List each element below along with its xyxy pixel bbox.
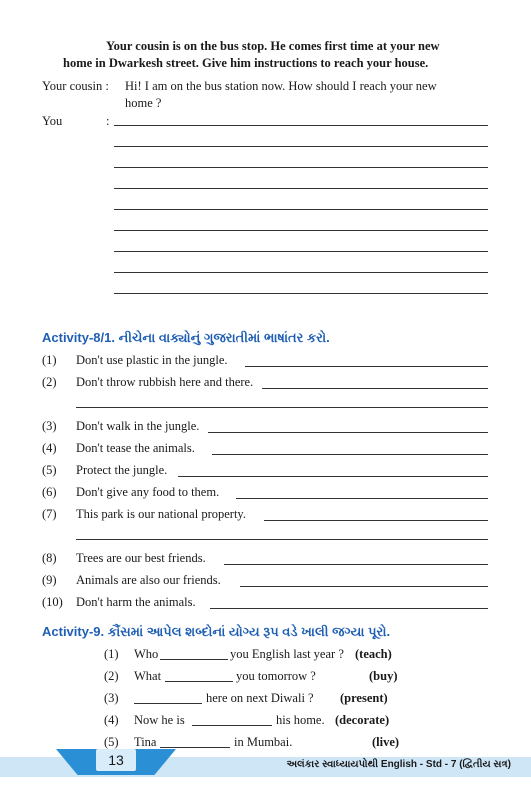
item-number: (10) <box>42 595 63 609</box>
answer-line[interactable] <box>208 432 488 433</box>
item-number: (7) <box>42 507 57 521</box>
sentence: Trees are our best friends. <box>76 551 206 565</box>
answer-line[interactable] <box>114 230 488 231</box>
item-number: (3) <box>104 691 119 705</box>
sentence-suffix: you tomorrow ? <box>236 669 316 683</box>
answer-line[interactable] <box>262 388 488 389</box>
sentence: Don't throw rubbish here and there. <box>76 375 254 389</box>
item-number: (6) <box>42 485 57 499</box>
verb-hint: (buy) <box>369 669 398 683</box>
item-number: (2) <box>104 669 119 683</box>
intro-line-2: home in Dwarkesh street. Give him instructions to reach your house. <box>63 56 429 70</box>
verb-hint: (decorate) <box>335 713 390 727</box>
sentence: Protect the jungle. <box>76 463 168 477</box>
answer-line[interactable] <box>224 564 488 565</box>
sentence: Animals are also our friends. <box>76 573 221 587</box>
activity-9-title: Activity-9. કૌંસમાં આપેલ શબ્દોનાં યોગ્ય રૂપ વડે ખાલી જગ્યા પૂરો. <box>42 624 391 639</box>
answer-line[interactable] <box>114 167 488 168</box>
footer-bottom-strip <box>0 777 531 795</box>
cousin-line-1: Hi! I am on the bus station now. How should I reach your new <box>125 79 437 93</box>
sentence-prefix: Tina <box>134 735 157 749</box>
you-colon: : <box>106 114 110 128</box>
answer-line[interactable] <box>76 407 488 408</box>
sentence-prefix: What <box>134 669 162 683</box>
sentence: Don't harm the animals. <box>76 595 196 609</box>
blank-line[interactable] <box>160 747 230 748</box>
answer-line[interactable] <box>212 454 488 455</box>
answer-line[interactable] <box>76 539 488 540</box>
sentence: This park is our national property. <box>76 507 246 521</box>
answer-line[interactable] <box>236 498 488 499</box>
answer-line[interactable] <box>114 125 488 126</box>
answer-line[interactable] <box>245 366 488 367</box>
item-number: (3) <box>42 419 57 433</box>
sentence-prefix: Who <box>134 647 159 661</box>
answer-line[interactable] <box>114 293 488 294</box>
answer-line[interactable] <box>114 272 488 273</box>
sentence: Don't give any food to them. <box>76 485 220 499</box>
sentence: Don't walk in the jungle. <box>76 419 200 433</box>
item-number: (8) <box>42 551 57 565</box>
blank-line[interactable] <box>160 659 228 660</box>
answer-line[interactable] <box>114 251 488 252</box>
sentence-suffix: you English last year ? <box>230 647 344 661</box>
sentence-prefix: Now he is <box>134 713 185 727</box>
item-number: (4) <box>42 441 57 455</box>
item-number: (1) <box>42 353 57 367</box>
item-number: (4) <box>104 713 119 727</box>
item-number: (9) <box>42 573 57 587</box>
sentence: Don't use plastic in the jungle. <box>76 353 228 367</box>
answer-line[interactable] <box>114 146 488 147</box>
item-number: (5) <box>104 735 119 749</box>
cousin-label: Your cousin : <box>42 79 109 93</box>
sentence-suffix: his home. <box>276 713 325 727</box>
answer-line[interactable] <box>240 586 488 587</box>
activity-8-title: Activity-8/1. નીચેના વાક્યોનું ગુજરાતીમાં ભાષાંતર કરો. <box>42 330 330 345</box>
blank-line[interactable] <box>134 703 202 704</box>
verb-hint: (live) <box>372 735 400 749</box>
verb-hint: (present) <box>340 691 388 705</box>
sentence-suffix: in Mumbai. <box>234 735 293 749</box>
intro-line-1: Your cousin is on the bus stop. He comes first time at your new <box>106 39 440 53</box>
you-label: You <box>42 114 63 128</box>
blank-line[interactable] <box>165 681 233 682</box>
item-number: (2) <box>42 375 57 389</box>
sentence: Don't tease the animals. <box>76 441 195 455</box>
answer-line[interactable] <box>178 476 488 477</box>
verb-hint: (teach) <box>355 647 392 661</box>
item-number: (5) <box>42 463 57 477</box>
book-title: અલંકાર સ્વાધ્યાયપોથી English - Std - 7 (દ્વિતીય સત્ર) <box>286 759 511 770</box>
item-number: (1) <box>104 647 119 661</box>
blank-line[interactable] <box>192 725 272 726</box>
cousin-line-2: home ? <box>125 96 162 110</box>
answer-line[interactable] <box>114 188 488 189</box>
answer-line[interactable] <box>264 520 488 521</box>
answer-line[interactable] <box>210 608 488 609</box>
sentence-suffix: here on next Diwali ? <box>206 691 314 705</box>
page-number: 13 <box>96 749 136 771</box>
answer-line[interactable] <box>114 209 488 210</box>
